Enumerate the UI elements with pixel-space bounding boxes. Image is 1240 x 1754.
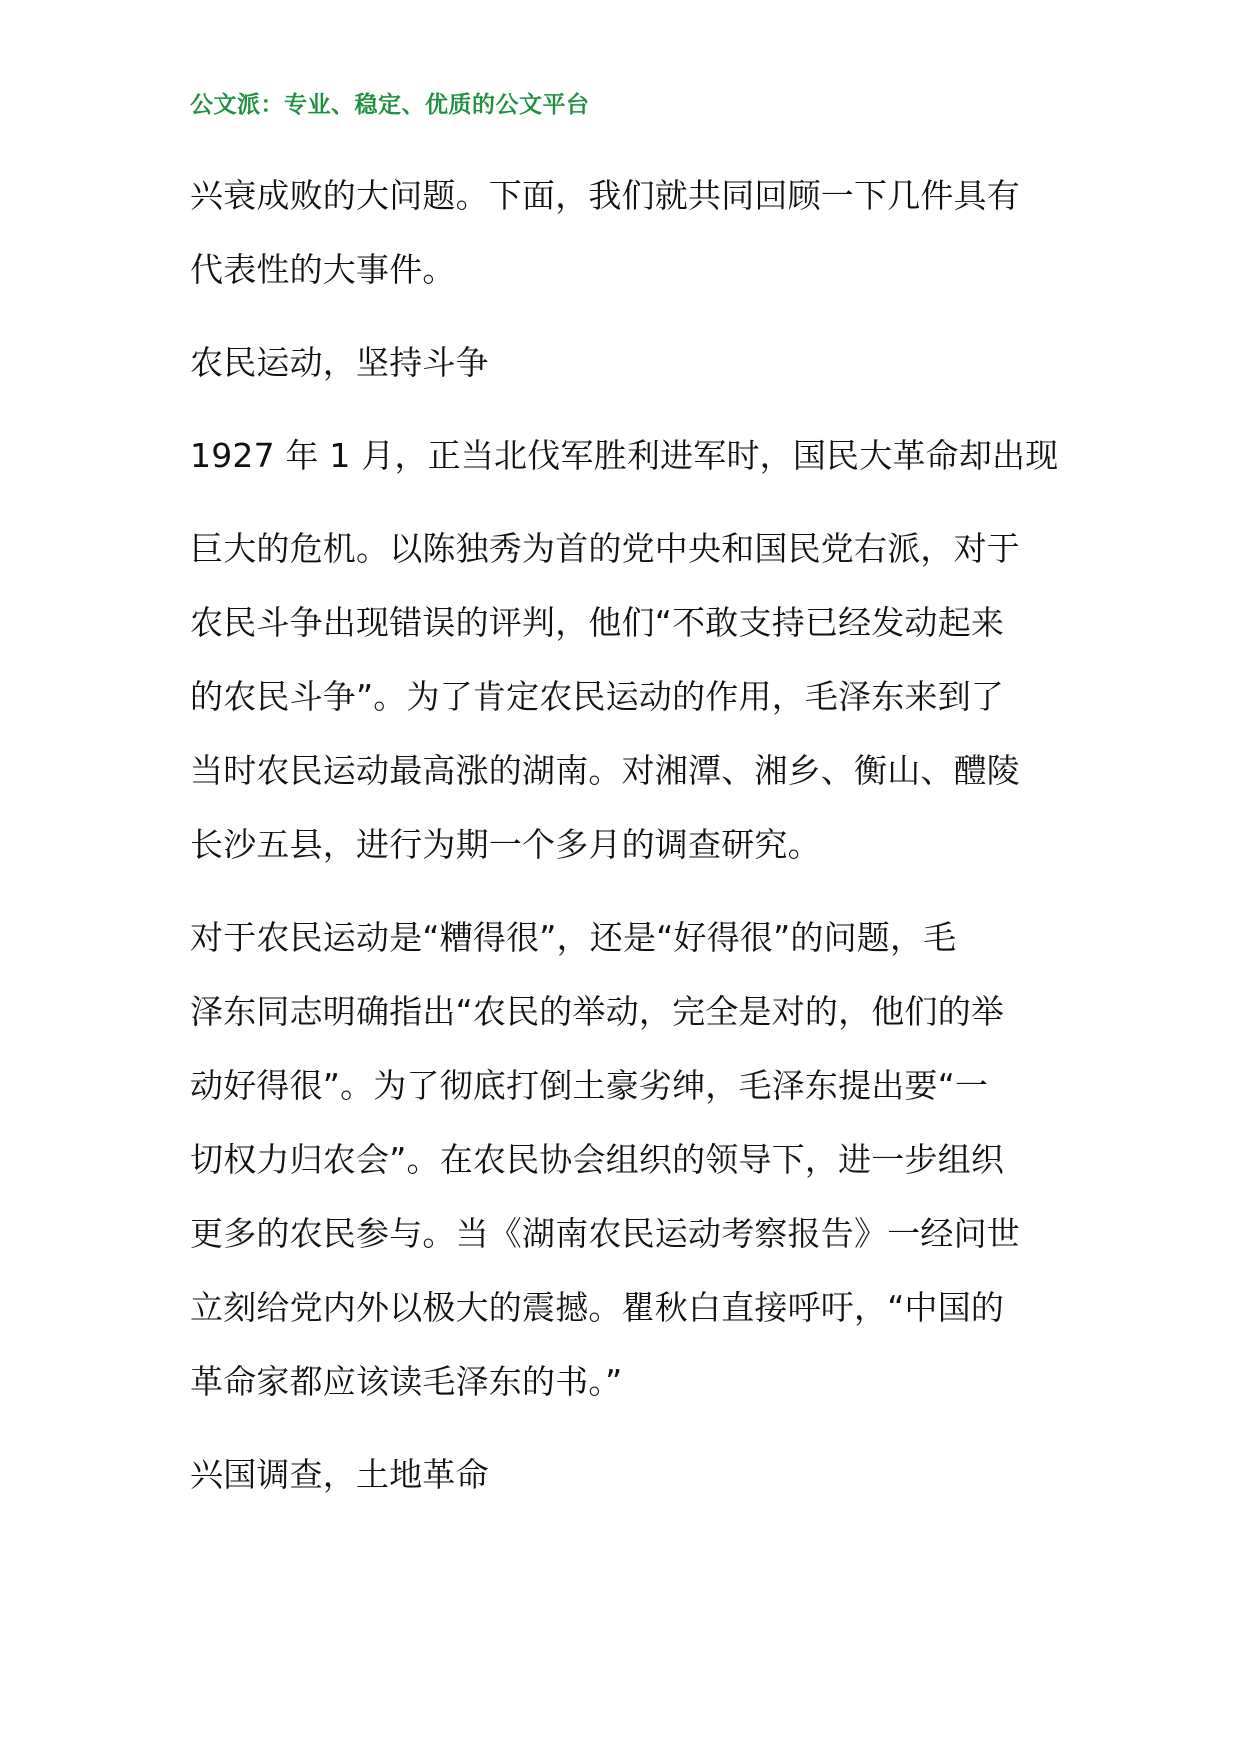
body-line-7: 的农民斗争”。为了肯定农民运动的作用，毛泽东来到了 (190, 677, 1005, 716)
body-line-4: 1927 年 1 月，正当北伐军胜利进军时，国民大革命却出现 (190, 436, 1059, 475)
body-line-13: 切权力归农会”。在农民协会组织的领导下，进一步组织 (190, 1140, 1005, 1179)
body-line-6: 农民斗争出现错误的评判，他们“不敢支持已经发动起来 (190, 603, 1005, 642)
body-line-12: 动好得很”。为了彻底打倒土豪劣绅，毛泽东提出要“一 (190, 1066, 989, 1105)
body-line-8: 当时农民运动最高涨的湖南。对湘潭、湘乡、衡山、醴陵 (190, 751, 1020, 790)
body-line-16: 革命家都应该读毛泽东的书。” (190, 1362, 623, 1401)
section-heading-peasant-movement: 农民运动，坚持斗争 (190, 343, 489, 382)
body-line-2: 代表性的大事件。 (190, 250, 456, 289)
section-heading-xingguo-survey: 兴国调查，土地革命 (190, 1455, 489, 1494)
body-line-14: 更多的农民参与。当《湖南农民运动考察报告》一经问世 (190, 1214, 1020, 1253)
page-header: 公文派：专业、稳定、优质的公文平台 (190, 92, 590, 118)
body-line-11: 泽东同志明确指出“农民的举动，完全是对的，他们的举 (190, 992, 1005, 1031)
body-line-10: 对于农民运动是“糟得很”，还是“好得很”的问题，毛 (190, 918, 957, 957)
body-line-9: 长沙五县，进行为期一个多月的调查研究。 (190, 825, 821, 864)
body-line-5: 巨大的危机。以陈独秀为首的党中央和国民党右派，对于 (190, 529, 1020, 568)
body-line-1: 兴衰成败的大问题。下面，我们就共同回顾一下几件具有 (190, 176, 1020, 215)
body-line-15: 立刻给党内外以极大的震撼。瞿秋白直接呼吁，“中国的 (190, 1288, 1005, 1327)
